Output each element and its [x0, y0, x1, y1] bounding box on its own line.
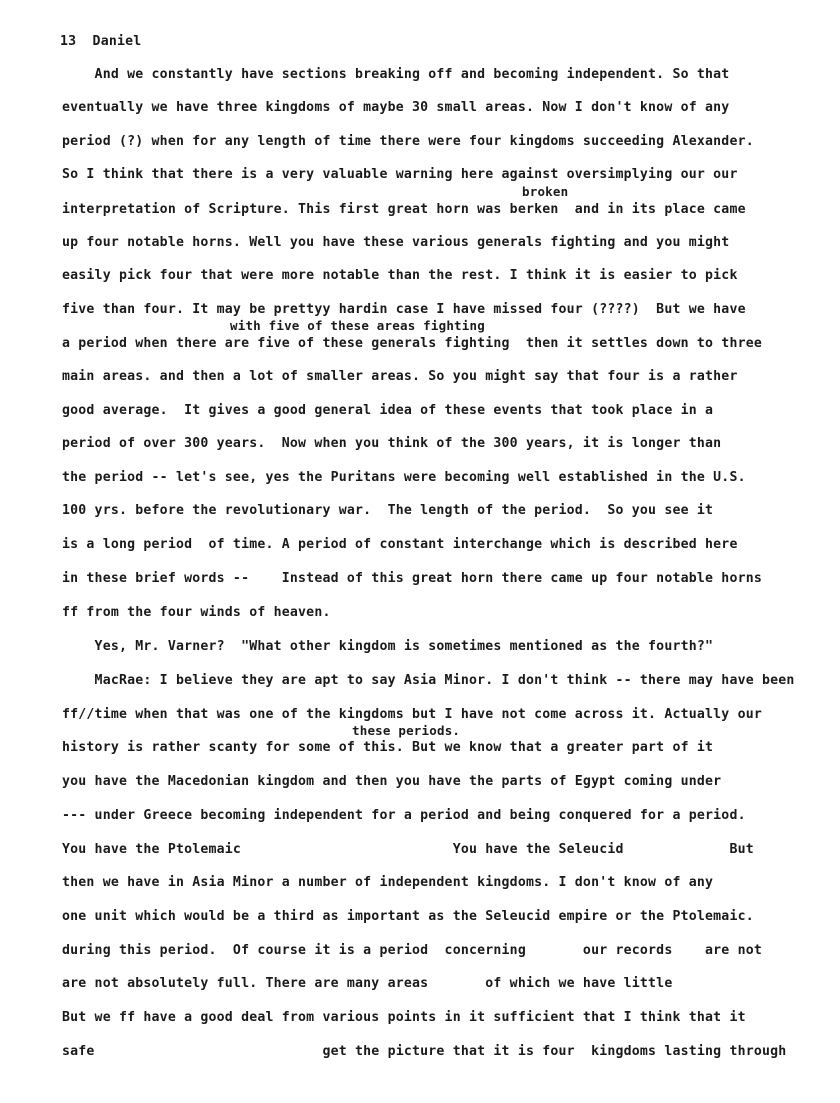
- text-line: interpretation of Scripture. This first great horn was berken and in its place came: [62, 202, 746, 217]
- text-line: one unit which would be a third as important as the Seleucid empire or the Ptolemaic.: [62, 909, 754, 924]
- text-line: ff from the four winds of heaven.: [62, 605, 331, 620]
- text-line: main areas. and then a lot of smaller areas. So you might say that four is a rather: [62, 369, 738, 384]
- text-line: And we constantly have sections breaking off and becoming independent. So that: [62, 67, 730, 82]
- text-line: in these brief words -- Instead of this great horn there came up four notable horns: [62, 571, 763, 586]
- text-line: history is rather scanty for some of this. But we know that a greater part of it: [62, 740, 714, 755]
- page-header: 13 Daniel: [60, 34, 142, 49]
- interlinear-insertion: broken: [522, 184, 569, 199]
- text-line: is a long period of time. A period of constant interchange which is described here: [62, 537, 738, 552]
- text-line: eventually we have three kingdoms of maybe 30 small areas. Now I don't know of any: [62, 100, 730, 115]
- text-line: Yes, Mr. Varner? "What other kingdom is sometimes mentioned as the fourth?": [62, 639, 714, 654]
- text-line: good average. It gives a good general idea of these events that took place in a: [62, 403, 714, 418]
- interlinear-insertion: these periods.: [352, 723, 461, 738]
- text-line: during this period. Of course it is a period concerning our records are not: [62, 943, 763, 958]
- text-line: safe get the picture that it is four kingdoms lasting through: [62, 1044, 787, 1059]
- text-line: up four notable horns. Well you have these various generals fighting and you might: [62, 235, 730, 250]
- text-line: five than four. It may be prettyy hardin case I have missed four (????) But we have: [62, 302, 746, 317]
- text-line: easily pick four that were more notable than the rest. I think it is easier to pick: [62, 268, 738, 283]
- text-line: period (?) when for any length of time there were four kingdoms succeeding Alexander.: [62, 134, 754, 149]
- text-line: the period -- let's see, yes the Puritans were becoming well established in the U.S.: [62, 470, 746, 485]
- text-line: a period when there are five of these generals fighting then it settles down to three: [62, 336, 763, 351]
- text-line: But we ff have a good deal from various points in it sufficient that I think that it: [62, 1010, 746, 1025]
- interlinear-insertion: with five of these areas fighting: [230, 318, 485, 333]
- text-line: 100 yrs. before the revolutionary war. The length of the period. So you see it: [62, 503, 714, 518]
- text-line: then we have in Asia Minor a number of independent kingdoms. I don't know of any: [62, 875, 714, 890]
- text-line: MacRae: I believe they are apt to say Asia Minor. I don't think -- there may have been: [62, 673, 795, 688]
- text-line: You have the Ptolemaic You have the Seleucid But: [62, 842, 754, 857]
- text-line: --- under Greece becoming independent for a period and being conquered for a period.: [62, 808, 746, 823]
- text-line: period of over 300 years. Now when you think of the 300 years, it is longer than: [62, 436, 722, 451]
- text-line: So I think that there is a very valuable warning here against oversimplying our our: [62, 167, 738, 182]
- text-line: are not absolutely full. There are many areas of which we have little: [62, 976, 673, 991]
- text-line: ff//time when that was one of the kingdoms but I have not come across it. Actually our: [62, 707, 763, 722]
- text-line: you have the Macedonian kingdom and then you have the parts of Egypt coming under: [62, 774, 722, 789]
